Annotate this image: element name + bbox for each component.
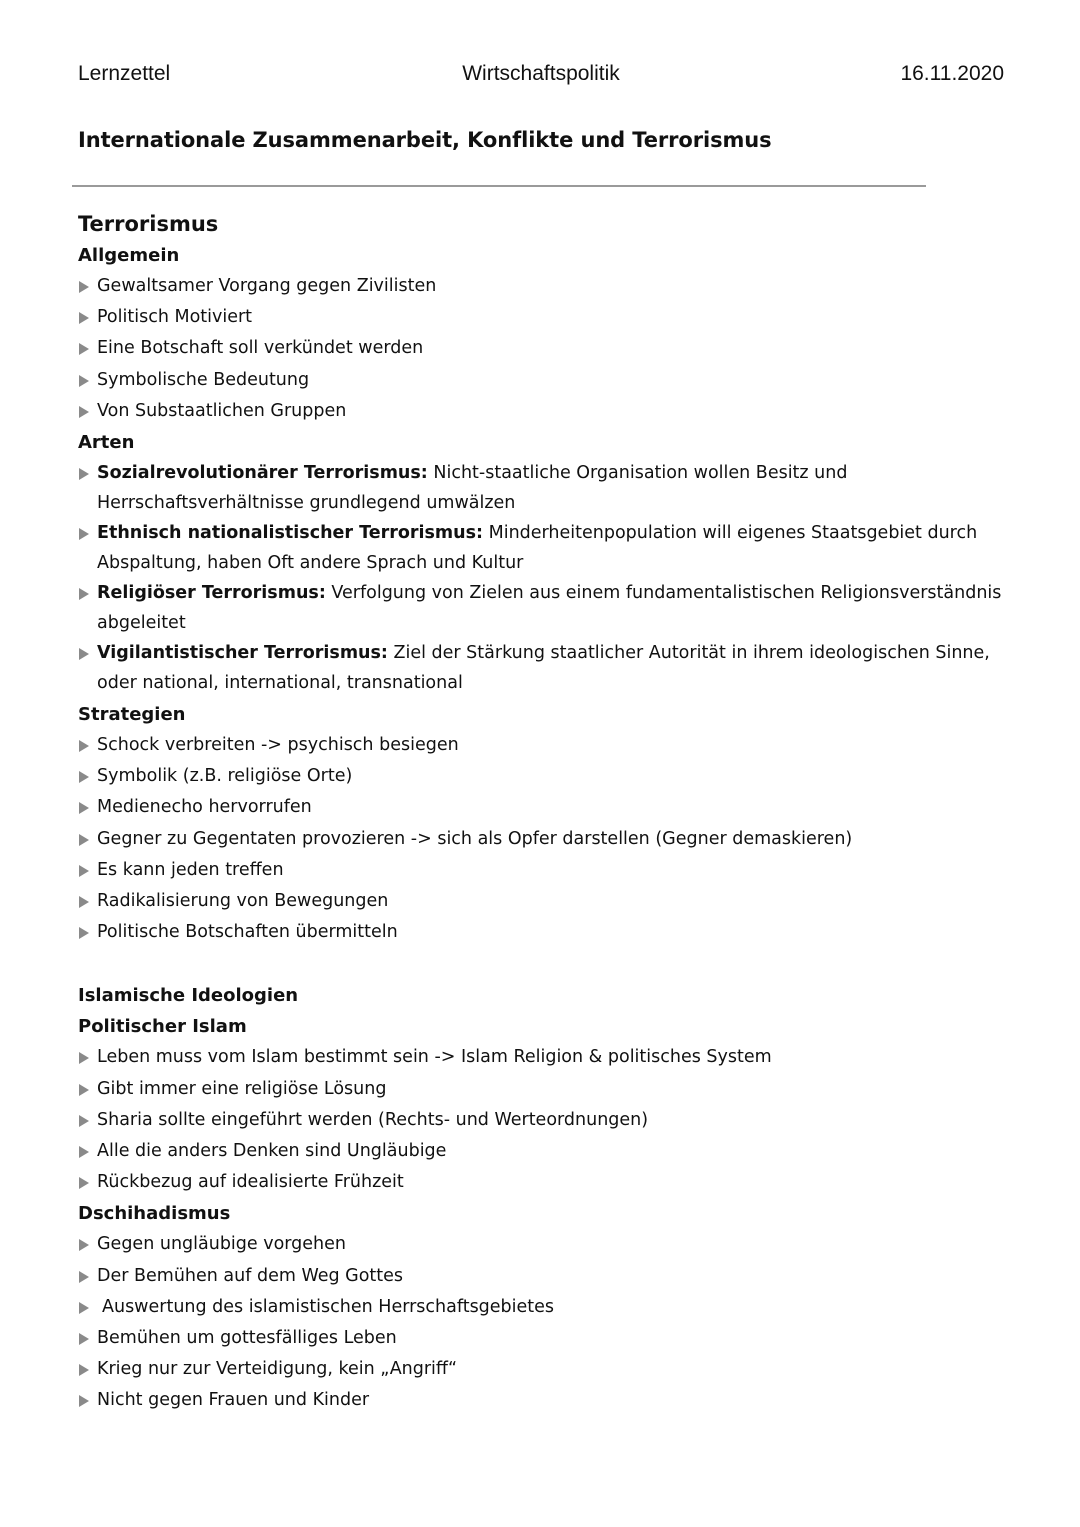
list-item: Gibt immer eine religiöse Lösung	[78, 1074, 1008, 1105]
term-description: Minderheitenpopulation will eigenes Staatsgebiet durch Abspaltung, haben Oft andere Sprach und Kultur	[97, 523, 978, 573]
section-heading-terrorismus: Terrorismus	[78, 212, 219, 236]
bullet-triangle-icon	[79, 1395, 89, 1407]
list-item: Der Bemühen auf dem Weg Gottes	[78, 1261, 1008, 1292]
list-item: Nicht gegen Frauen und Kinder	[78, 1385, 1008, 1416]
list-item: Schock verbreiten -> psychisch besiegen	[78, 730, 1008, 761]
bullet-triangle-icon	[79, 1146, 89, 1158]
list-item: Politisch Motiviert	[78, 302, 1008, 333]
bullet-triangle-icon	[79, 1115, 89, 1127]
list-allgemein	[78, 271, 1008, 427]
bullet-triangle-icon	[79, 1333, 89, 1345]
term-description: Verfolgung von Zielen aus einem fundamentalistischen Religionsverständnis abgeleitet	[97, 583, 1002, 633]
bullet-triangle-icon	[79, 1364, 89, 1376]
subheading-dschihadismus: Dschihadismus	[78, 1203, 231, 1225]
bullet-triangle-icon	[79, 468, 89, 480]
list-item: Gewaltsamer Vorgang gegen Zivilisten	[78, 271, 1008, 302]
subheading-allgemein: Allgemein	[78, 245, 180, 266]
bullet-triangle-icon	[79, 865, 89, 877]
section-spacer	[78, 948, 1008, 980]
list-item: Krieg nur zur Verteidigung, kein „Angriff“	[78, 1354, 1008, 1385]
bullet-triangle-icon	[79, 1084, 89, 1096]
header-subject: Wirtschaftspolitik	[462, 62, 620, 85]
bullet-triangle-icon	[79, 406, 89, 418]
bullet-triangle-icon	[79, 1177, 89, 1189]
list-strategien	[78, 730, 1008, 948]
list-item	[78, 579, 1008, 638]
header-date: 16.11.2020	[900, 62, 1004, 85]
list-item: Auswertung des islamistischen Herrschaftsgebietes	[78, 1292, 1008, 1323]
list-item: Symbolik (z.B. religiöse Orte)	[78, 761, 1008, 792]
bullet-triangle-icon	[79, 927, 89, 939]
bullet-triangle-icon	[79, 740, 89, 752]
list-item: Gegen ungläubige vorgehen	[78, 1229, 1008, 1260]
header-left-label: Lernzettel	[78, 62, 171, 85]
bullet-triangle-icon	[79, 1302, 89, 1314]
subheading-strategien: Strategien	[78, 704, 186, 726]
list-item: Radikalisierung von Bewegungen	[78, 886, 1008, 917]
list-item: Symbolische Bedeutung	[78, 365, 1008, 396]
list-item: Alle die anders Denken sind Ungläubige	[78, 1136, 1008, 1167]
term-label: Vigilantistischer Terrorismus:	[97, 643, 388, 664]
document-body	[78, 208, 1008, 1417]
list-item: Sharia sollte eingeführt werden (Rechts- und Werteordnungen)	[78, 1105, 1008, 1136]
bullet-triangle-icon	[79, 648, 89, 660]
bullet-triangle-icon	[79, 1271, 89, 1283]
term-label: Sozialrevolutionärer Terrorismus:	[97, 463, 428, 484]
subheading-arten: Arten	[78, 432, 135, 454]
term-label: Religiöser Terrorismus:	[97, 583, 326, 604]
list-item	[78, 639, 1008, 698]
bullet-triangle-icon	[79, 834, 89, 846]
list-politischer-islam	[78, 1042, 1008, 1198]
title-divider	[72, 185, 926, 187]
bullet-triangle-icon	[79, 1052, 89, 1064]
term-label: Ethnisch nationalistischer Terrorismus:	[97, 523, 484, 544]
term-description: Ziel der Stärkung staatlicher Autorität in ihrem ideologischen Sinne, oder national, international, transnational	[97, 643, 990, 693]
list-item: Eine Botschaft soll verkündet werden	[78, 333, 1008, 364]
list-item: Leben muss vom Islam bestimmt sein -> Islam Religion & politisches System	[78, 1042, 1008, 1073]
bullet-triangle-icon	[79, 281, 89, 293]
list-item: Bemühen um gottesfälliges Leben	[78, 1323, 1008, 1354]
subheading-politischer-islam: Politischer Islam	[78, 1016, 247, 1038]
bullet-triangle-icon	[79, 771, 89, 783]
list-item: Von Substaatlichen Gruppen	[78, 396, 1008, 427]
bullet-triangle-icon	[79, 375, 89, 387]
page-header	[78, 62, 1004, 92]
bullet-triangle-icon	[79, 588, 89, 600]
bullet-triangle-icon	[79, 1239, 89, 1251]
term-description: Nicht-staatliche Organisation wollen Besitz und Herrschaftsverhältnisse grundlegend umwälzen	[97, 463, 848, 513]
list-item: Medienecho hervorrufen	[78, 792, 1008, 823]
list-item: Politische Botschaften übermitteln	[78, 917, 1008, 948]
list-item	[78, 459, 1008, 518]
list-dschihadismus	[78, 1229, 1008, 1416]
bullet-triangle-icon	[79, 528, 89, 540]
list-item: Es kann jeden treffen	[78, 855, 1008, 886]
section-heading-islamische-ideologien: Islamische Ideologien	[78, 985, 299, 1007]
list-item: Rückbezug auf idealisierte Frühzeit	[78, 1167, 1008, 1198]
bullet-triangle-icon	[79, 343, 89, 355]
document-title: Internationale Zusammenarbeit, Konflikte und Terrorismus	[78, 128, 772, 152]
list-item	[78, 519, 1008, 578]
bullet-triangle-icon	[79, 896, 89, 908]
bullet-triangle-icon	[79, 312, 89, 324]
bullet-triangle-icon	[79, 802, 89, 814]
list-arten	[78, 459, 1008, 698]
list-item: Gegner zu Gegentaten provozieren -> sich als Opfer darstellen (Gegner demaskieren)	[78, 824, 1008, 855]
